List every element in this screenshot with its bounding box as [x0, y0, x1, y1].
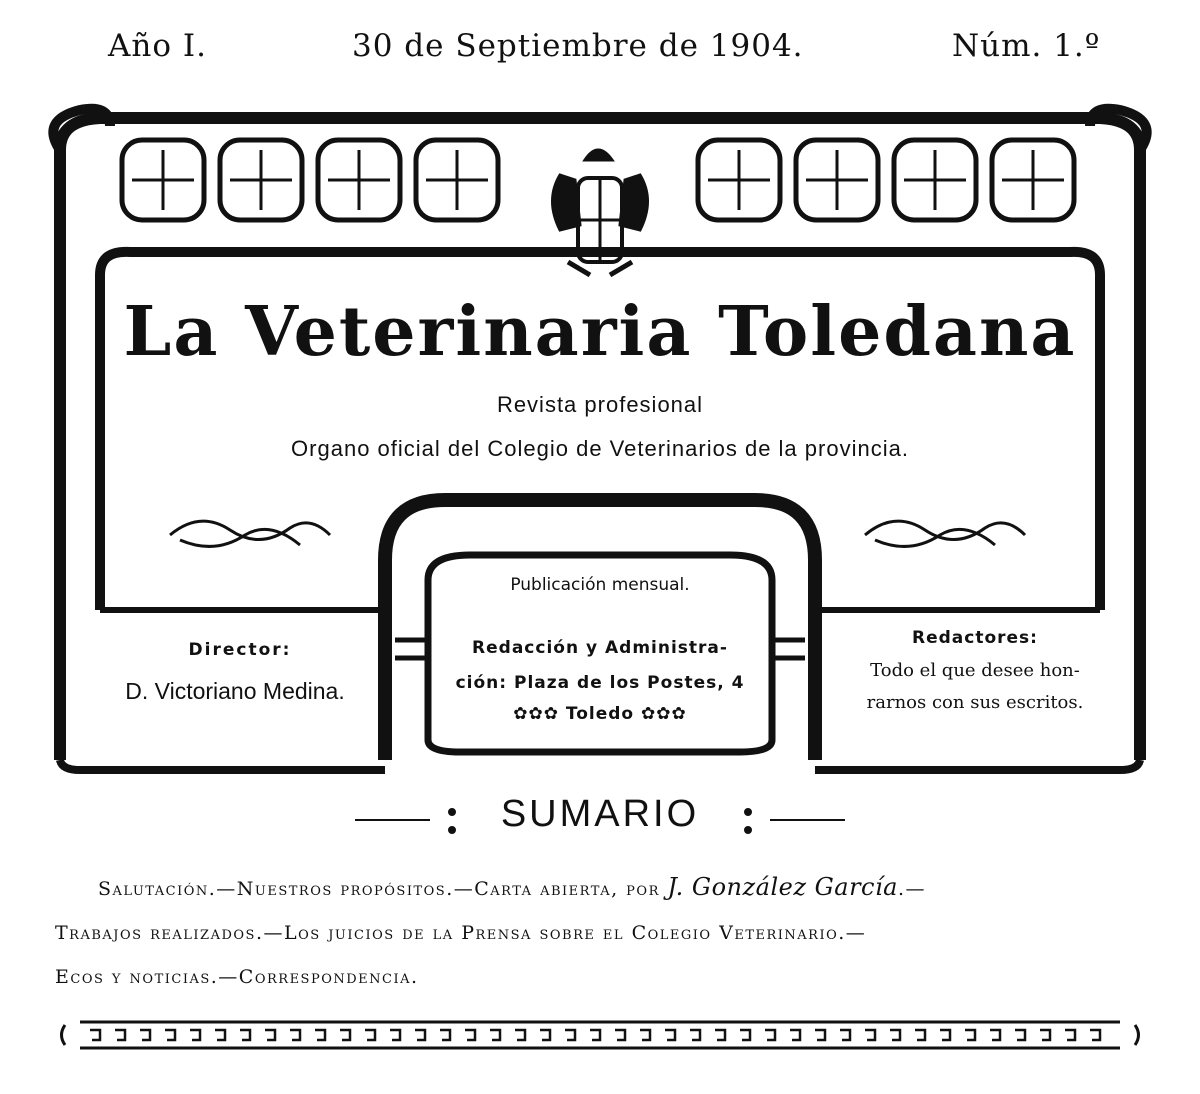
sumario-line-3: Ecos y noticias.—Correspondencia.: [55, 966, 419, 988]
city-label: Toledo: [565, 704, 635, 724]
left-flourish: [170, 521, 330, 546]
left-tile-ornaments: [122, 140, 498, 220]
issue-date: 30 de Septiembre de 1904.: [352, 28, 804, 64]
right-connector: [772, 640, 805, 658]
fleuron-icon: ✿✿✿: [634, 704, 687, 724]
issue-year: Año I.: [108, 28, 207, 64]
address-line-2: ción: Plaza de los Postes, 4: [455, 673, 745, 693]
editors-line-2: rarnos con sus escritos.: [866, 692, 1084, 713]
address-city: [440, 704, 760, 724]
sumario-line-1-text: Salutación.—Nuestros propósitos.—Carta abierta, por: [98, 878, 668, 900]
director-name: D. Victoriano Medina.: [125, 678, 345, 704]
organ-line: Organo oficial del Colegio de Veterinarios de la provincia.: [291, 436, 909, 461]
editors-label: Redactores:: [912, 628, 1038, 648]
sumario-line-1: [98, 873, 926, 901]
fleuron-icon: ✿✿✿: [513, 704, 566, 724]
article-author: J. González García: [667, 873, 898, 901]
sumario-title: SUMARIO: [500, 793, 700, 835]
left-lower-frame: [60, 760, 385, 770]
left-connector: [395, 640, 428, 658]
right-flourish: [865, 521, 1025, 546]
greek-key-border: [62, 1022, 1139, 1048]
issue-number: Núm. 1.º: [952, 28, 1101, 64]
page-title: La Veterinaria Toledana: [123, 292, 1077, 372]
right-lower-frame: [815, 760, 1140, 770]
publication-frequency: Publicación mensual.: [510, 575, 690, 595]
director-label: Director:: [188, 640, 292, 660]
sumario-line-2: Trabajos realizados.—Los juicios de la Prensa sobre el Colegio Veterinario.—: [55, 922, 867, 944]
address-line-1: Redacción y Administra-: [472, 638, 728, 658]
subtitle: Revista profesional: [496, 392, 704, 417]
editors-line-1: Todo el que desee hon-: [870, 660, 1080, 681]
right-tile-ornaments: [698, 140, 1074, 220]
sumario-line-1-end: .—: [897, 878, 927, 900]
